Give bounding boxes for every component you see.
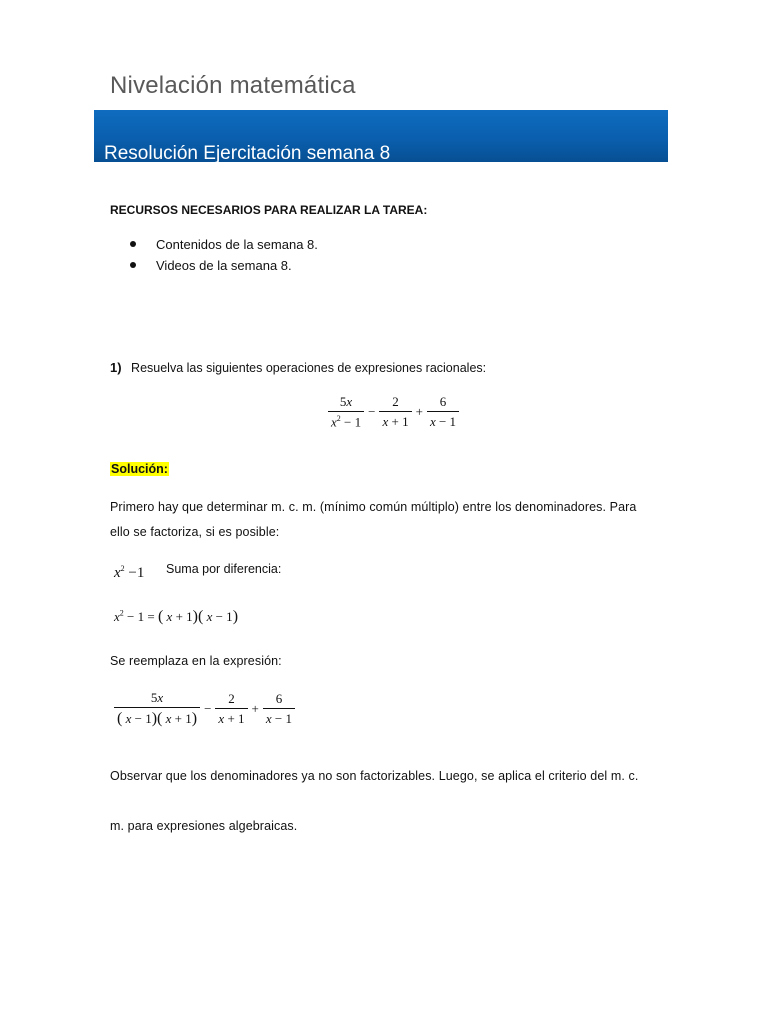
banner-title: Resolución Ejercitación semana 8 bbox=[104, 143, 391, 164]
rational-expression: $\frac{5x}{x^2 - 1}$ − $\frac{2}{x + 1}$ + $\frac{6}{x - 1}$ bbox=[326, 394, 461, 430]
problem-statement bbox=[110, 360, 486, 375]
factorization: $x^2 - 1$ = ( x + 1)( x − 1) bbox=[114, 608, 239, 625]
bullet-icon bbox=[130, 241, 136, 247]
difference-expression: $x^2 -1$ bbox=[114, 564, 145, 581]
document-title: Nivelación matemática bbox=[110, 72, 356, 99]
intro-line-1: Primero hay que determinar m. c. m. (mínimo común múltiplo) entre los denominadores. Para bbox=[110, 500, 637, 514]
fraction: $\frac{2}{x + 1}$ bbox=[379, 394, 411, 430]
solution-label: Solución: bbox=[111, 462, 168, 476]
fraction: $\frac{6}{x - 1}$ bbox=[263, 691, 295, 727]
intro-line-2: ello se factoriza, si es posible: bbox=[110, 525, 280, 539]
replace-text: Se reemplaza en la expresión: bbox=[110, 654, 282, 668]
list-item: Videos de la semana 8. bbox=[130, 257, 318, 278]
bullet-icon bbox=[130, 262, 136, 268]
observe-line-1: Observar que los denominadores ya no son factorizables. Luego, se aplica el criterio del m. c. bbox=[110, 769, 639, 783]
title-banner bbox=[94, 110, 668, 162]
fraction: $\frac{2}{x + 1}$ bbox=[215, 691, 247, 727]
difference-label: Suma por diferencia: bbox=[166, 562, 282, 576]
problem-number: 1) bbox=[110, 360, 122, 375]
fraction: $\frac{6}{x - 1}$ bbox=[427, 394, 459, 430]
fraction: $\frac{5x}{x^2 - 1}$ bbox=[328, 394, 364, 430]
observe-line-2: m. para expresiones algebraicas. bbox=[110, 819, 298, 833]
list-item: Contenidos de la semana 8. bbox=[130, 236, 318, 257]
replaced-expression: $\frac{5x}{( x - 1)( x + 1)}$ − $\frac{2}{x + 1}$ + $\frac{6}{x - 1}$ bbox=[112, 690, 297, 728]
problem-text: Resuelva las siguientes operaciones de expresiones racionales: bbox=[131, 361, 487, 375]
resources-list bbox=[130, 236, 318, 278]
resources-heading: RECURSOS NECESARIOS PARA REALIZAR LA TAREA: bbox=[110, 203, 428, 217]
fraction: $\frac{5x}{( x - 1)( x + 1)}$ bbox=[114, 690, 200, 728]
